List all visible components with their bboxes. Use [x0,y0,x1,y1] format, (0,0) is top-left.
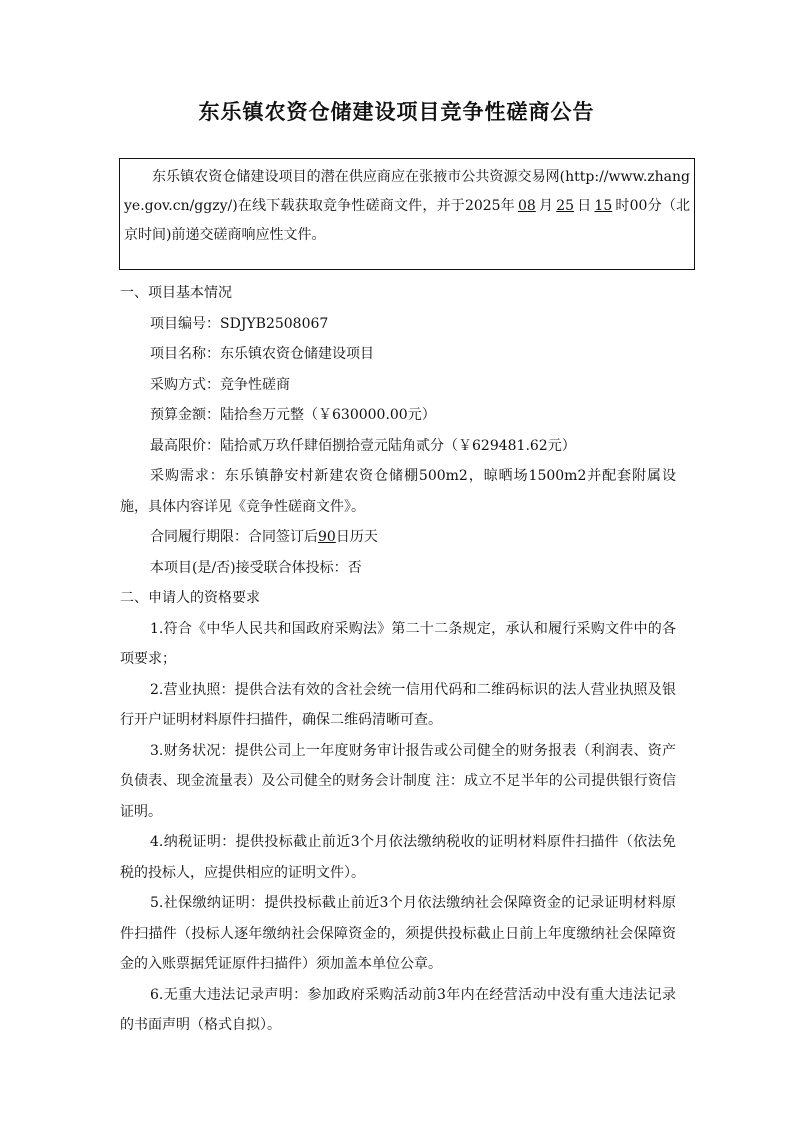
qualification-item: 1.符合《中华人民共和国政府采购法》第二十二条规定，承认和履行采购文件中的各项要求； [120,620,676,667]
notice-text-2: 月 [538,198,554,214]
project-name: 项目名称：东乐镇农资仓储建设项目 [150,346,374,362]
contract-period-suffix: 日历天 [335,529,378,545]
budget-amount: 预算金额：陆拾叁万元整（￥630000.00元） [150,407,436,423]
deadline-month: 08 [517,198,536,214]
deadline-day: 25 [556,198,575,214]
notice-text-1: 东乐镇农资仓储建设项目的潜在供应商应在张掖市公共资源交易网(http://www.zhangye.gov.cn/ggzy/)在线下载获取竞争性磋商文件，并于2025年 [124,169,690,214]
contract-period [120,522,676,553]
procurement-method: 采购方式：竞争性磋商 [150,376,290,393]
consortium-bidding: 本项目(是/否)接受联合体投标：否 [150,559,362,576]
deadline-hour: 15 [594,198,613,214]
notice-box [119,158,695,270]
section-1-heading: 一、项目基本情况 [120,285,232,301]
qualification-item: 5.社保缴纳证明：提供投标截止前近3个月依法缴纳社会保障资金的记录证明材料原件扫描件（投标人逐年缴纳社会保障资金的，须提供投标截止日前上年度缴纳社会保障资金的入账票据凭证原件扫描件）须加盖本单位公章。 [120,895,676,972]
notice-text-4: 时00分（北京时间)前递交磋商响应性文件。 [124,198,691,243]
contract-period-days: 90 [318,529,336,545]
qualification-item: 3.财务状况：提供公司上一年度财务审计报告或公司健全的财务报表（利润表、资产负债表、现金流量表）及公司健全的财务会计制度 注：成立不足半年的公司提供银行资信证明。 [120,742,676,820]
qualification-item: 2.营业执照：提供合法有效的含社会统一信用代码和二维码标识的法人营业执照及银行开户证明材料原件扫描件，确保二维码清晰可查。 [120,681,676,728]
qualification-item: 6.无重大违法记录声明：参加政府采购活动前3年内在经营活动中没有重大违法记录的书面声明（格式自拟）。 [120,986,676,1033]
project-number: 项目编号：SDJYB2508067 [150,315,329,332]
contract-period-prefix: 合同履行期限：合同签订后 [150,529,318,545]
procurement-requirement: 采购需求：东乐镇静安村新建农资仓储棚500m2，晾晒场1500m2并配套附属设施，具体内容详见《竞争性磋商文件》。 [120,468,676,515]
notice-paragraph [124,163,690,250]
document-body [120,278,676,1041]
section-2-heading: 二、申请人的资格要求 [120,590,260,606]
qualification-item: 4.纳税证明：提供投标截止前近3个月依法缴纳税收的证明材料原件扫描件（依法免税的投标人，应提供相应的证明文件）。 [120,834,676,881]
max-price: 最高限价：陆拾贰万玖仟肆佰捌拾壹元陆角贰分（￥629481.62元） [150,437,576,454]
document-title: 东乐镇农资仓储建设项目竞争性磋商公告 [198,100,595,124]
notice-text-3: 日 [577,198,592,214]
